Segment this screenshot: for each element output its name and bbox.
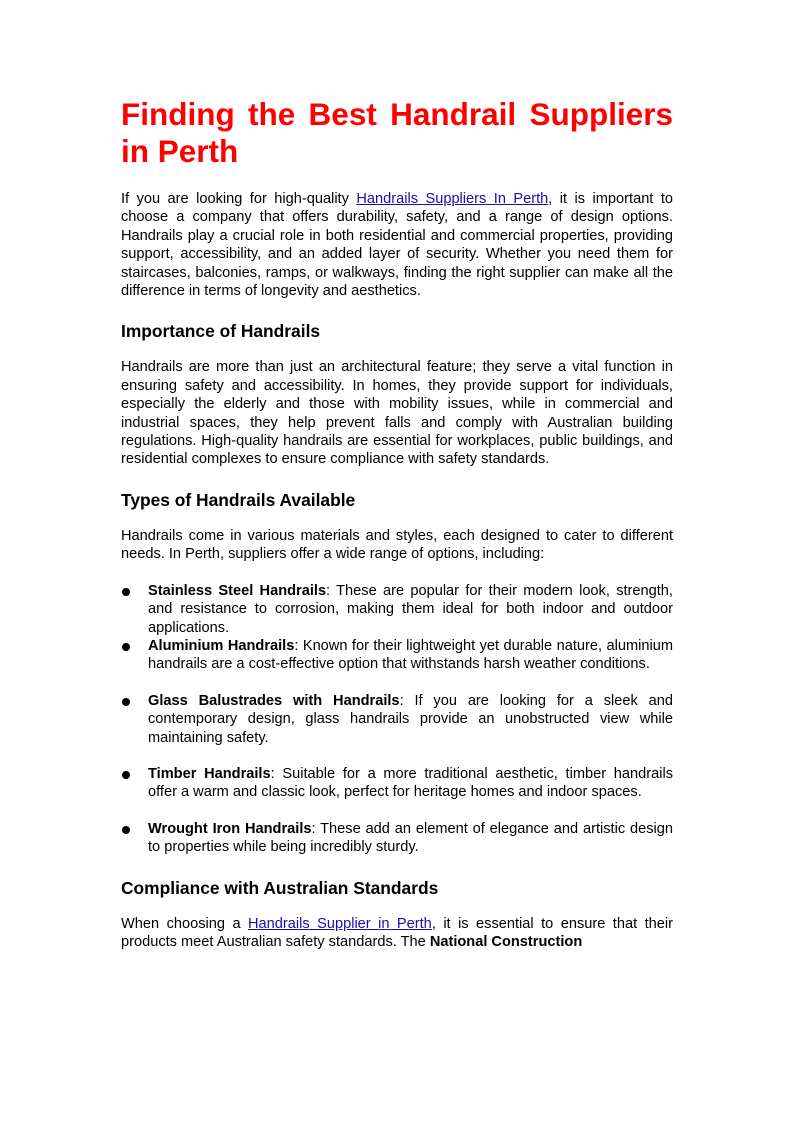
importance-paragraph: Handrails are more than just an architectural feature; they serve a vital function in ensuring safety and accessibility. In homes, they provide support for individuals, especially the elderly and those with mobility issues, while in commercial and industrial spaces, they help prevent falls and comply with Australian building regulations. High-quality handrails are essential for workplaces, public buildings, and residential complexes to ensure compliance with safety standards. <box>121 359 673 468</box>
intro-text-after: , it is important to choose a company that offers durability, safety, and a range of design options. Handrails play a crucial role in both residential and commercial properties, providing support, accessibility, and an added layer of security. Whether you need them for staircases, balconies, ramps, or walkways, finding the right supplier can make all the difference in terms of longevity and aesthetics. <box>121 191 673 300</box>
document-page <box>121 96 673 951</box>
title-line-2: in Perth <box>121 133 239 169</box>
compliance-paragraph: When choosing a Handrails Supplier in Perth, it is essential to ensure that their products meet Australian safety standards. The National Construction <box>121 915 673 950</box>
handrails-suppliers-link[interactable]: Handrails Suppliers In Perth <box>356 191 549 207</box>
handrail-types-list <box>121 582 673 857</box>
section-heading-types: Types of Handrails Available <box>121 489 356 510</box>
bullet-icon <box>122 826 130 834</box>
handrails-supplier-link[interactable]: Handrails Supplier in Perth <box>248 915 432 932</box>
bullet-icon <box>122 698 130 706</box>
bullet-icon <box>122 643 130 651</box>
section-heading-compliance: Compliance with Australian Standards <box>121 877 439 898</box>
list-item: Stainless Steel Handrails: These are popular for their modern look, strength, and resistance to corrosion, making them ideal for both indoor and outdoor applications. <box>121 582 673 637</box>
types-paragraph: Handrails come in various materials and styles, each designed to cater to different needs. In Perth, suppliers offer a wide range of options, including: <box>121 527 673 563</box>
bullet-icon <box>122 771 130 779</box>
list-item: Timber Handrails: Suitable for a more traditional aesthetic, timber handrails offer a warm and classic look, perfect for heritage homes and indoor spaces. <box>121 765 673 802</box>
section-heading-importance: Importance of Handrails <box>121 321 321 342</box>
list-item: Wrought Iron Handrails: These add an element of elegance and artistic design to properties while being incredibly sturdy. <box>121 820 673 857</box>
bullet-icon <box>122 588 130 596</box>
intro-paragraph <box>121 190 673 300</box>
page-title <box>121 96 673 170</box>
list-item: Aluminium Handrails: Known for their lightweight yet durable nature, aluminium handrails are a cost-effective option that withstands harsh weather conditions. <box>121 637 673 674</box>
list-item: Glass Balustrades with Handrails: If you are looking for a sleek and contemporary design, glass handrails provide an unobstructed view while maintaining safety. <box>121 692 673 747</box>
intro-text-before: If you are looking for high-quality <box>121 191 357 207</box>
title-line-1: Finding the Best Handrail Suppliers <box>121 96 673 132</box>
